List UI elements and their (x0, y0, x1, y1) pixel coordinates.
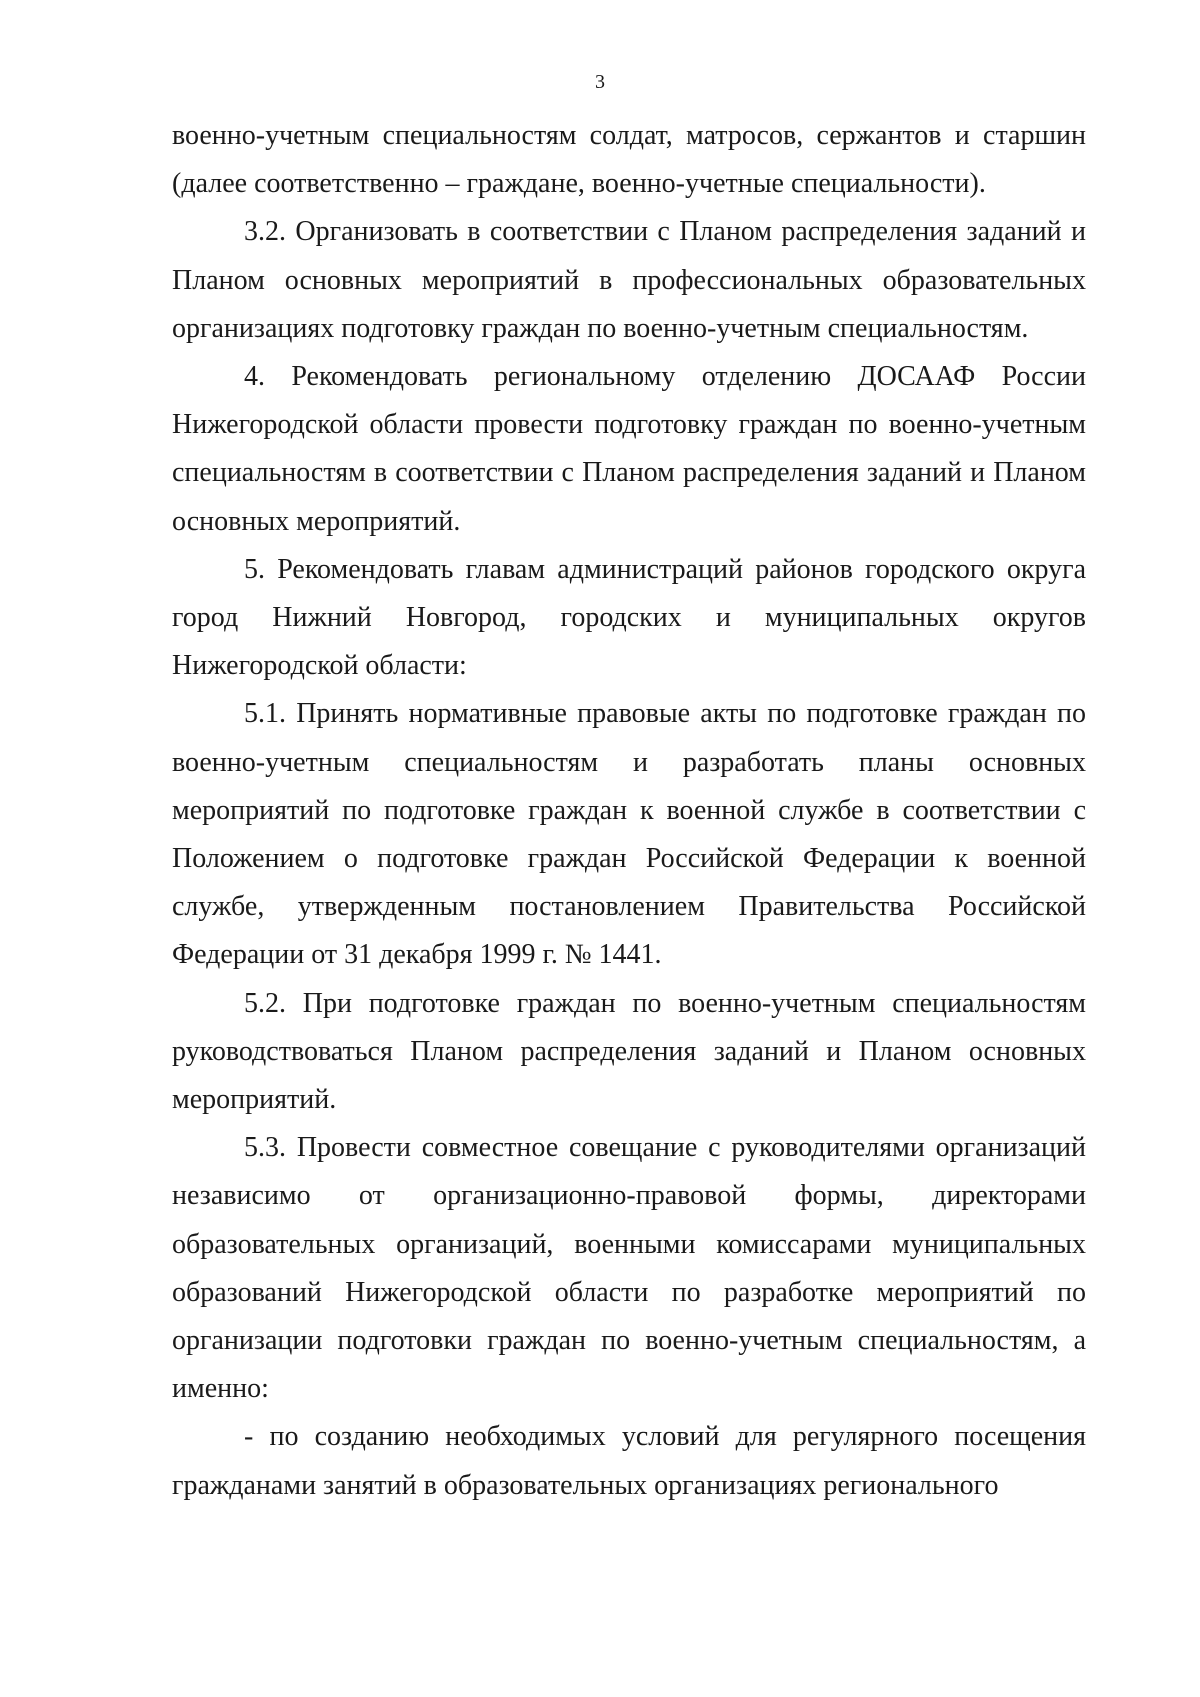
paragraph-5-1: 5.1. Принять нормативные правовые акты по подготовке граждан по военно-учетным специальностям и разработать планы основных мероприятий по подготовке граждан к военной службе в соответствии с Положением о подготовке граждан Российской Федерации к военной службе, утвержденным постановлением Правительства Российской Федерации от 31 декабря 1999 г. № 1441. (172, 698, 1086, 971)
document-body (172, 112, 1086, 1510)
paragraph-5-3: 5.3. Провести совместное совещание с руководителями организаций независимо от организационно-правовой формы, директорами образовательных организаций, военными комиссарами муниципальных образований Нижегородской области по разработке мероприятий по организации подготовки граждан по военно-учетным специальностям, а именно: (172, 1132, 1086, 1405)
page-number: 3 (595, 71, 605, 93)
paragraph-3-2: 3.2. Организовать в соответствии с Планом распределения заданий и Планом основных мероприятий в профессиональных образовательных организациях подготовку граждан по военно-учетным специальностям. (172, 216, 1086, 344)
paragraph-5: 5. Рекомендовать главам администраций районов городского округа город Нижний Новгород, городских и муниципальных округов Нижегородской области: (172, 553, 1086, 682)
paragraph-5-2: 5.2. При подготовке граждан по военно-учетным специальностям руководствоваться Планом распределения заданий и Планом основных мероприятий. (172, 987, 1086, 1116)
paragraph-4: 4. Рекомендовать региональному отделению ДОСААФ России Нижегородской области провести подготовку граждан по военно-учетным специальностям в соответствии с Планом распределения заданий и Планом основных мероприятий. (172, 361, 1086, 537)
paragraph-continuation: военно-учетным специальностям солдат, матросов, сержантов и старшин (далее соответственно – граждане, военно-учетные специальности). (172, 120, 1086, 200)
paragraph-list-item: - по созданию необходимых условий для регулярного посещения гражданами занятий в образовательных организациях регионального (172, 1421, 1086, 1501)
